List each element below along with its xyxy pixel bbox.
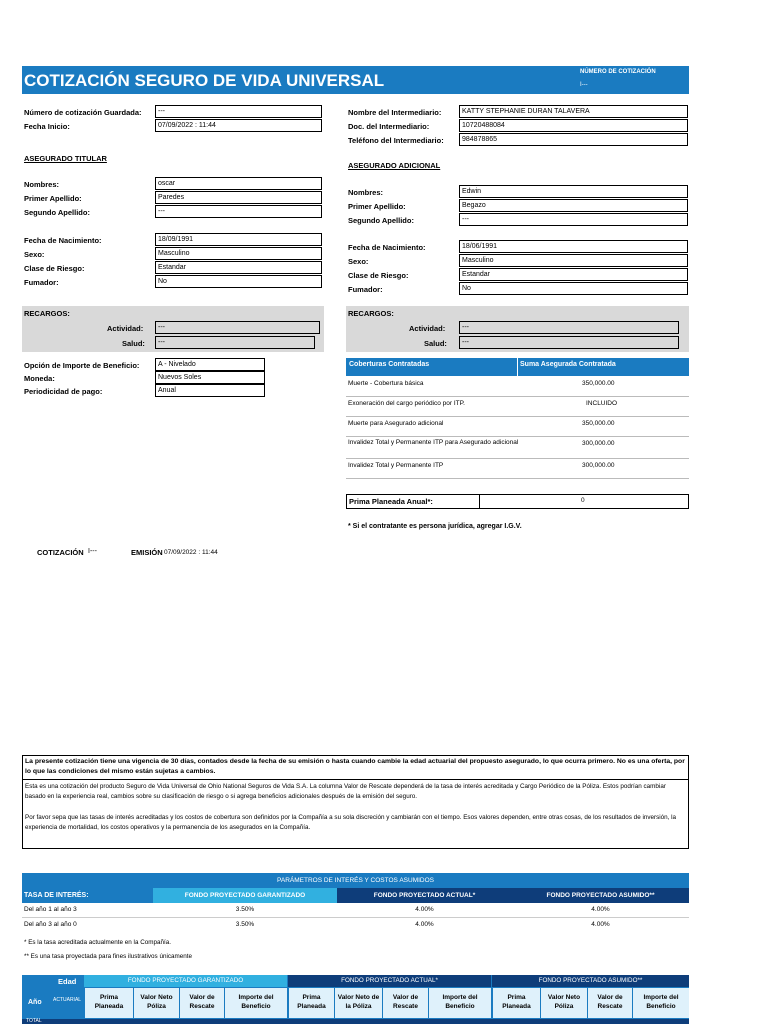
intermediary-phone-label: Teléfono del Intermediario:	[348, 136, 444, 145]
col-label: Valor de Rescate	[392, 994, 419, 1010]
intermediary-phone-field[interactable]: 984878865	[459, 133, 688, 146]
col-label: Valor Neto Póliza	[547, 994, 581, 1010]
igv-note: * Si el contratante es persona jurídica, agregar I.G.V.	[348, 523, 522, 530]
page-title: COTIZACIÓN SEGURO DE VIDA UNIVERSAL	[24, 71, 385, 90]
payment-period-field[interactable]: Anual	[155, 384, 265, 397]
titular-fnac-label: Fecha de Nacimiento:	[24, 236, 102, 245]
col-label: Prima Planeada	[94, 994, 124, 1010]
titular-nombres-label: Nombres:	[24, 180, 60, 189]
emission-quote-label: COTIZACIÓN	[37, 548, 84, 557]
adicional-ap2-label: Segundo Apellido:	[348, 216, 414, 225]
emission-label: EMISIÓN	[131, 548, 163, 557]
recargos-left-act-field[interactable]: ---	[155, 321, 320, 334]
col-label: Importe del Beneficio	[643, 994, 679, 1010]
params-head-assumed-label: FONDO PROYECTADO ASUMIDO**	[546, 892, 655, 899]
projection-head-edad: Edad	[58, 977, 77, 986]
recargos-left-sal-field[interactable]: ---	[155, 336, 315, 349]
col-label: Prima Planeada	[502, 994, 531, 1010]
recargos-right-act-label: Actividad:	[409, 324, 446, 333]
titular-sexo-label: Sexo:	[24, 250, 45, 259]
annual-premium-label: Prima Planeada Anual*:	[349, 497, 433, 506]
titular-ap2-field[interactable]: ---	[155, 205, 322, 218]
params-row-divider	[22, 917, 689, 918]
coverage-amount: 350,000.00	[582, 420, 615, 427]
titular-fumador-label: Fumador:	[24, 278, 59, 287]
intermediary-name-label: Nombre del Intermediario:	[348, 108, 442, 117]
coverage-header-amount: Suma Asegurada Contratada	[520, 361, 616, 368]
adicional-ap1-field[interactable]: Begazo	[459, 199, 688, 212]
titular-riesgo-label: Clase de Riesgo:	[24, 264, 85, 273]
recargos-right-sal-field[interactable]: ---	[459, 336, 679, 349]
params-title: PARÁMETROS DE INTERÉS Y COSTOS ASUMIDOS	[277, 877, 434, 884]
benefit-option-field[interactable]: A - Nivelado	[155, 358, 265, 371]
params-row-assumed: 4.00%	[591, 906, 610, 913]
titular-riesgo-field[interactable]: Estandar	[155, 261, 322, 274]
coverage-name: Invalidez Total y Permanente ITP para Asegurado adicional	[348, 439, 519, 446]
currency-label: Moneda:	[24, 374, 55, 383]
col-label: Prima Planeada	[297, 994, 326, 1010]
titular-sexo-field[interactable]: Masculino	[155, 247, 322, 260]
disclaimer-validity: La presente cotización tiene una vigencia de 30 días, contados desde la fecha de su emisión o hasta cuando cambie la edad actuarial del propuesto asegurado, lo que ocurra primero. No es una oferta, por lo que las condiciones del mismo están sujetas a cambios.	[25, 758, 685, 775]
col-label: Importe del Beneficio	[238, 994, 274, 1010]
coverage-name: Exoneración del cargo periódico por ITP.	[348, 400, 465, 407]
projection-head-ano: Año	[28, 999, 42, 1006]
recargos-left-act-label: Actividad:	[107, 324, 144, 333]
currency-field[interactable]: Nuevos Soles	[155, 371, 265, 384]
adicional-riesgo-label: Clase de Riesgo:	[348, 271, 409, 280]
recargos-right-sal-label: Salud:	[424, 339, 447, 348]
adicional-section-title: ASEGURADO ADICIONAL	[348, 161, 441, 170]
coverage-amount: 300,000.00	[582, 462, 615, 469]
disclaimer-product: Esta es una cotización del producto Seguro de Vida Universal de Ohio National Seguros de Vida S.A. La columna Valor de Rescate dependerá de la tasa de interés acreditada y Cargo Periódico de la Póliza. Estos podrían cambiar basado en la experiencia real, cambios sobre su clasificación de riesgo o si agrega beneficios adicionales después de la emisión del seguro.	[25, 783, 666, 800]
params-row-current: 4.00%	[415, 906, 434, 913]
col-label: Valor Neto Póliza	[140, 994, 173, 1010]
col-label: Valor Neto de la Póliza	[337, 994, 380, 1010]
adicional-riesgo-field[interactable]: Estandar	[459, 268, 688, 281]
adicional-ap1-label: Primer Apellido:	[348, 202, 406, 211]
coverage-header-divider	[517, 358, 518, 376]
params-row-guaranteed: 3.50%	[235, 921, 255, 928]
projection-total-label: TOTAL	[26, 1018, 42, 1024]
projection-total-row	[22, 1019, 689, 1024]
intermediary-name-field[interactable]: KATTY STEPHANIE DURAN TALAVERA	[459, 105, 688, 118]
titular-section-title: ASEGURADO TITULAR	[24, 154, 107, 163]
adicional-fnac-label: Fecha de Nacimiento:	[348, 243, 426, 252]
adicional-nombres-field[interactable]: Edwin	[459, 185, 688, 198]
coverage-amount: INCLUIDO	[586, 400, 618, 407]
adicional-sexo-field[interactable]: Masculino	[459, 254, 688, 267]
titular-ap1-field[interactable]: Paredes	[155, 191, 322, 204]
saved-quote-field[interactable]: ---	[155, 105, 322, 118]
adicional-sexo-label: Sexo:	[348, 257, 369, 266]
col-label: Valor de Rescate	[189, 994, 215, 1010]
coverage-amount: 350,000.00	[582, 380, 615, 387]
titular-ap2-label: Segundo Apellido:	[24, 208, 90, 217]
params-row-guaranteed: 3.50%	[235, 906, 255, 913]
adicional-fnac-field[interactable]: 18/06/1991	[459, 240, 688, 253]
col-label: Importe del Beneficio	[442, 994, 478, 1010]
adicional-fumador-label: Fumador:	[348, 285, 383, 294]
projection-guaranteed-label: FONDO PROYECTADO GARANTIZADO	[127, 977, 244, 984]
quote-number-label: NÚMERO DE COTIZACIÓN	[580, 69, 656, 75]
start-date-label: Fecha Inicio:	[24, 122, 70, 131]
adicional-nombres-label: Nombres:	[348, 188, 384, 197]
titular-ap1-label: Primer Apellido:	[24, 194, 82, 203]
titular-fnac-field[interactable]: 18/09/1991	[155, 233, 322, 246]
intermediary-doc-field[interactable]: 10720488084	[459, 119, 688, 132]
titular-nombres-field[interactable]: oscar	[155, 177, 322, 190]
payment-period-label: Periodicidad de pago:	[24, 387, 103, 396]
saved-quote-label: Número de cotización Guardada:	[24, 108, 142, 117]
recargos-left-title: RECARGOS:	[24, 309, 70, 318]
coverage-name: Muerte - Cobertura básica	[348, 380, 424, 387]
annual-premium-divider	[479, 494, 480, 509]
emission-quote-value: I---	[88, 548, 97, 555]
disclaimer-divider	[22, 779, 689, 780]
projection-current-label: FONDO PROYECTADO ACTUAL*	[341, 977, 438, 984]
coverage-name: Invalidez Total y Permanente ITP	[348, 462, 444, 469]
params-note-1: * Es la tasa acreditada actualmente en la Compañía.	[24, 939, 172, 946]
recargos-right-title: RECARGOS:	[348, 309, 394, 318]
start-date-field[interactable]: 07/09/2022 : 11:44	[155, 119, 322, 132]
coverage-amount: 300,000.00	[582, 440, 615, 447]
params-row-label: Del año 3 al año 0	[24, 921, 77, 928]
params-head-current-label: FONDO PROYECTADO ACTUAL*	[373, 892, 476, 899]
disclaimer-rates: Por favor sepa que las tasas de interés acreditadas y los costos de cobertura son definidos por la Compañía a su sola discreción y cambiarán con el tiempo. Esos valores dependen, entre otras cosas, de los resultados de inversión, la experiencia de mortalidad, los costos operativos y la permanencia de los asegurados en la Compañía.	[25, 814, 677, 831]
recargos-right-act-field[interactable]: ---	[459, 321, 679, 334]
adicional-fumador-field[interactable]: No	[459, 282, 688, 295]
quote-number-value: I---	[580, 82, 588, 88]
coverage-header-name: Coberturas Contratadas	[349, 361, 430, 368]
coverage-name: Muerte para Asegurado adicional	[348, 420, 444, 427]
projection-assumed-label: FONDO PROYECTADO ASUMIDO**	[538, 977, 643, 984]
titular-fumador-field[interactable]: No	[155, 275, 322, 288]
params-row-assumed: 4.00%	[591, 921, 610, 928]
adicional-ap2-field[interactable]: ---	[459, 213, 688, 226]
annual-premium-value[interactable]: 0	[581, 497, 585, 504]
params-row-current: 4.00%	[415, 921, 434, 928]
params-head-rate-label: TASA DE INTERÉS:	[24, 892, 89, 899]
intermediary-doc-label: Doc. del Intermediario:	[348, 122, 430, 131]
params-row-label: Del año 1 al año 3	[24, 906, 77, 913]
col-label: Valor de Rescate	[597, 994, 623, 1010]
benefit-option-label: Opción de Importe de Beneficio:	[24, 361, 140, 370]
projection-head-actuarial: ACTUARIAL	[53, 997, 82, 1003]
recargos-left-sal-label: Salud:	[122, 339, 145, 348]
emission-value: 07/09/2022 : 11:44	[164, 549, 218, 556]
params-head-guaranteed-label: FONDO PROYECTADO GARANTIZADO	[184, 892, 306, 899]
params-note-2: ** Es una tasa proyectada para fines ilustrativos únicamente	[24, 953, 193, 960]
